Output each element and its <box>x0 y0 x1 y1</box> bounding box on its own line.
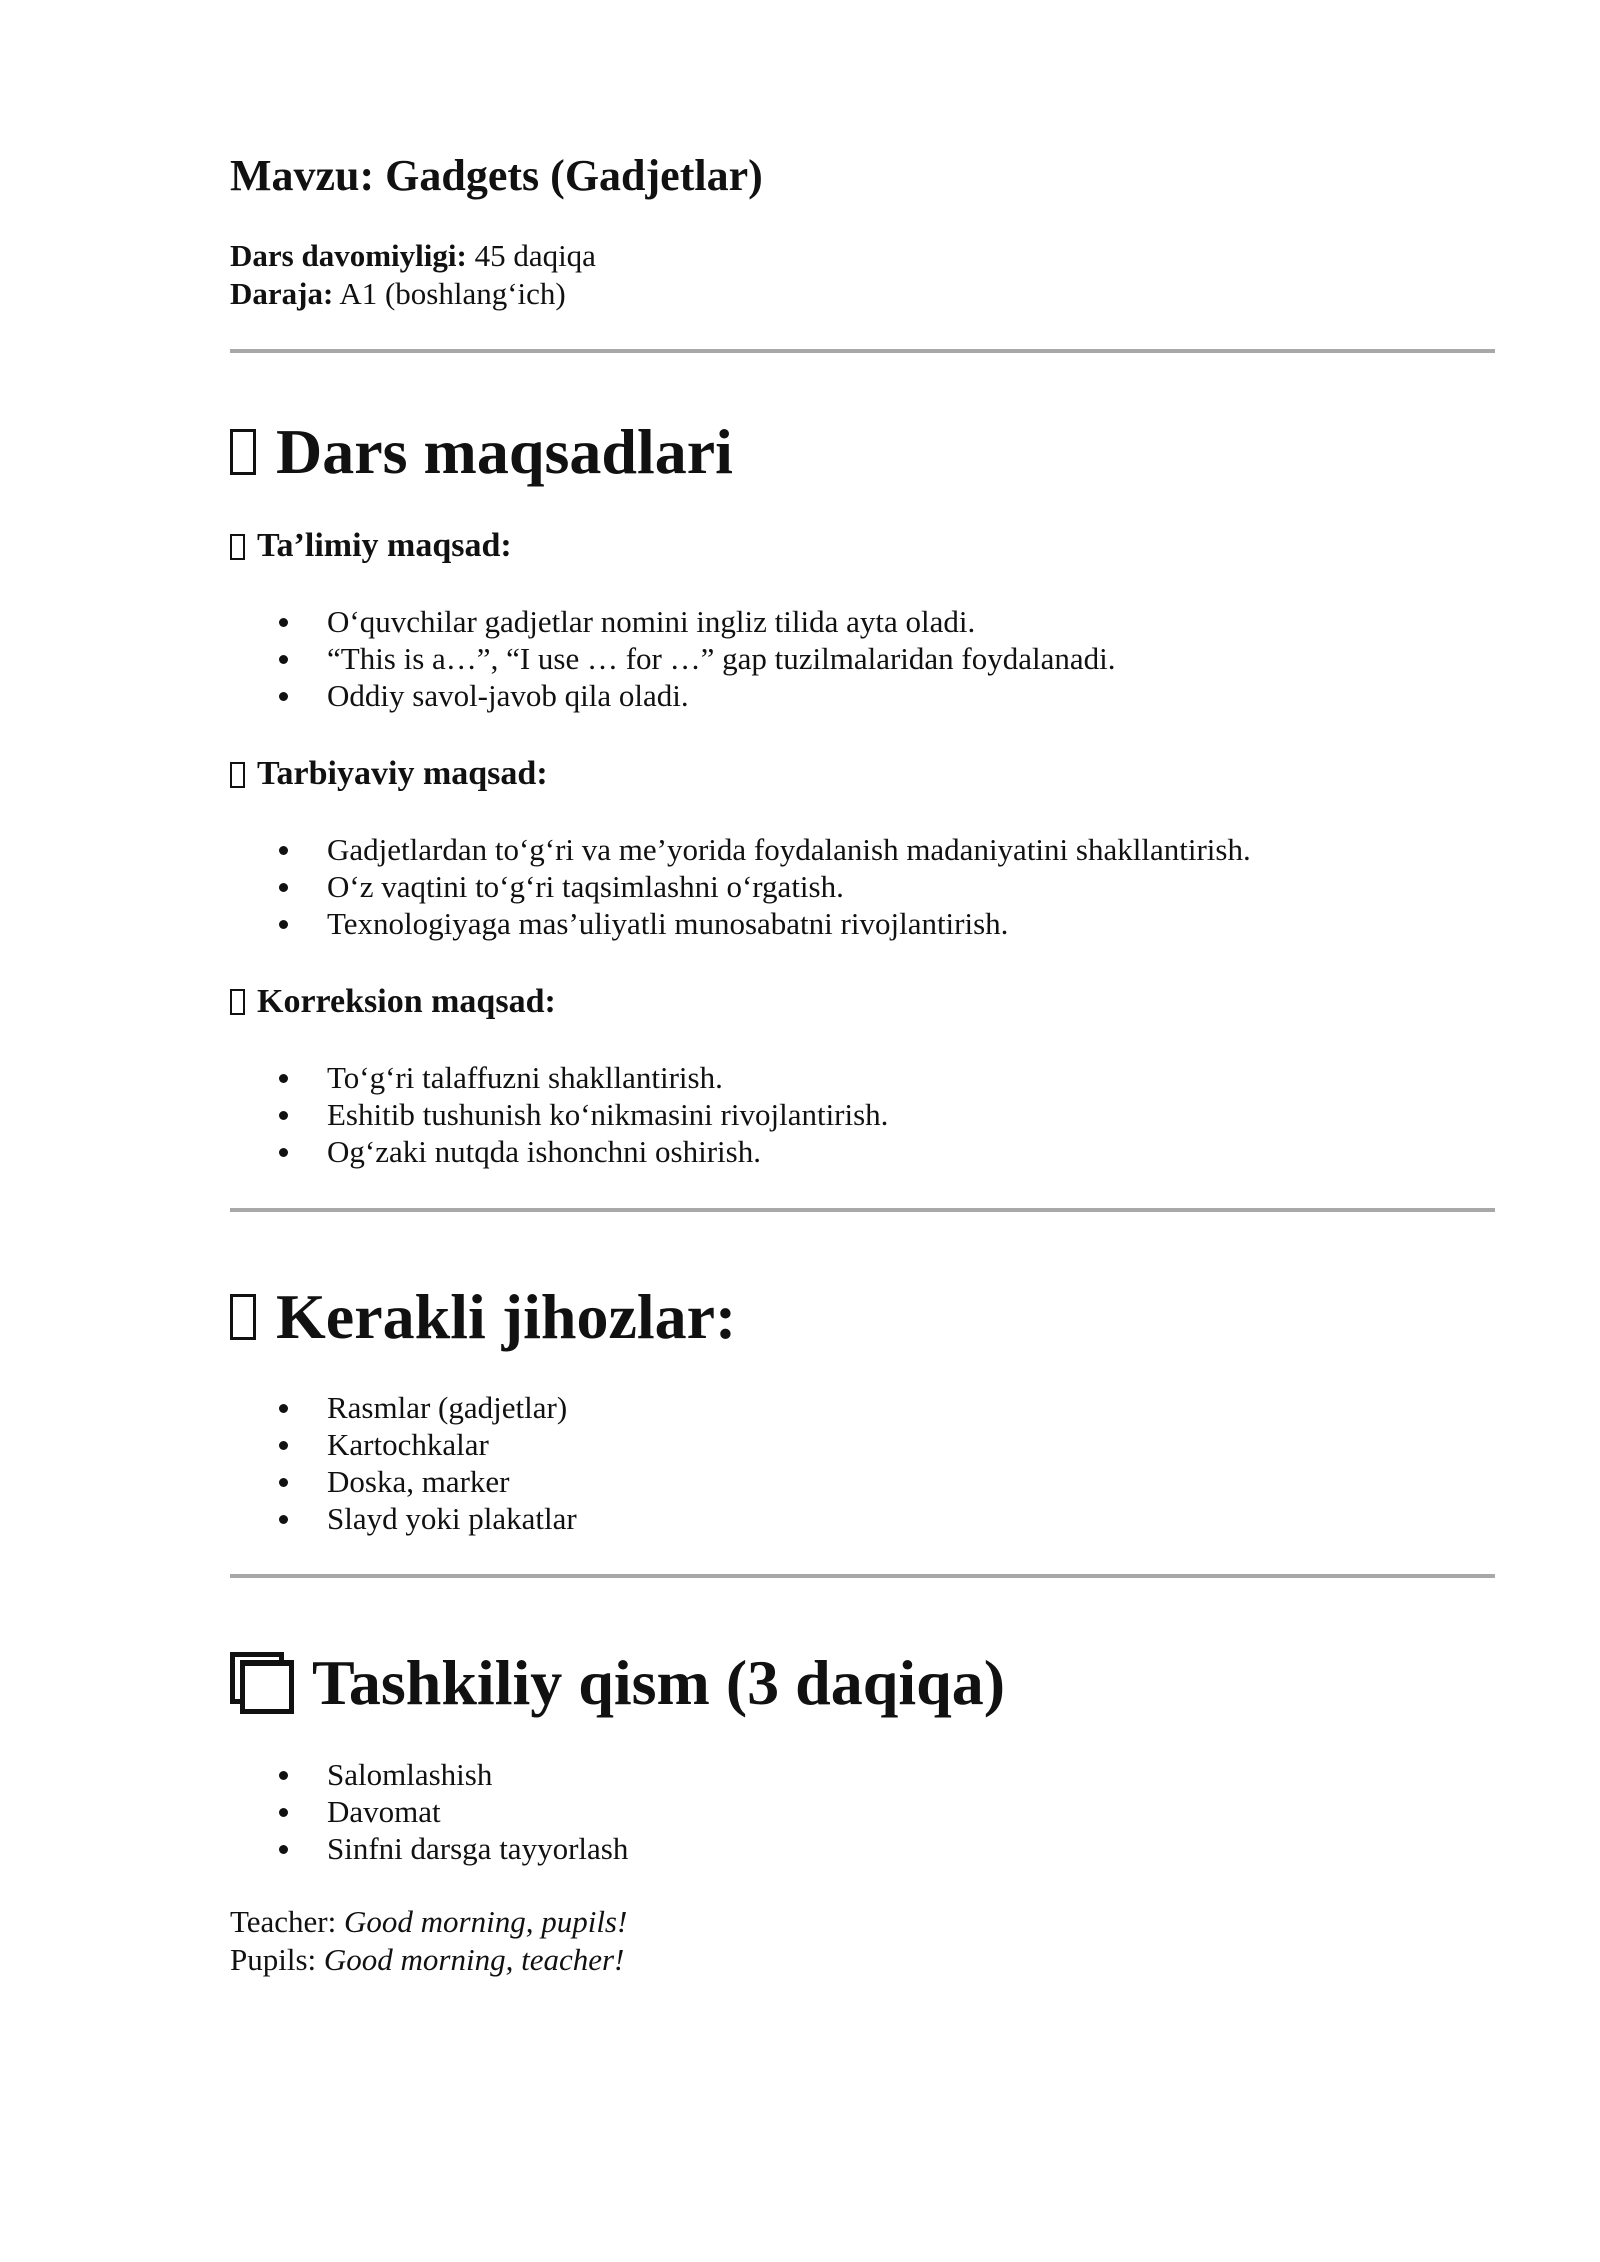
goals-heading <box>230 415 1495 489</box>
list-item: Texnologiyaga mas’uliyatli munosabatni rivojlantirish. <box>230 905 1495 942</box>
subsection-heading-educational <box>230 526 1495 567</box>
divider <box>230 1208 1495 1212</box>
duration-value: 45 daqiqa <box>466 237 596 273</box>
dialog-line-teacher <box>230 1903 1495 1941</box>
list-item: “This is a…”, “I use … for …” gap tuzilmalaridan foydalanadi. <box>230 640 1495 677</box>
subsection-title: Tarbiyaviy maqsad: <box>257 755 548 793</box>
list-item: Davomat <box>230 1793 1495 1830</box>
list-item: To‘g‘ri talaffuzni shakllantirish. <box>230 1059 1495 1096</box>
document-content <box>230 150 1495 1979</box>
upbringing-goals-list <box>230 831 1495 942</box>
duration-label: Dars davomiyligi: <box>230 237 467 273</box>
divider <box>230 349 1495 353</box>
box-icon <box>230 1294 256 1340</box>
list-item: Doska, marker <box>230 1463 1495 1500</box>
list-item: Eshitib tushunish ko‘nikmasini rivojlantirish. <box>230 1096 1495 1133</box>
list-item: Rasmlar (gadjetlar) <box>230 1389 1495 1426</box>
speaker-label: Teacher: <box>230 1903 344 1939</box>
box-icon <box>230 429 256 475</box>
organizational-heading <box>230 1646 1495 1720</box>
equipment-heading <box>230 1280 1495 1354</box>
speaker-label: Pupils: <box>230 1941 324 1977</box>
box-icon <box>230 534 245 560</box>
box-icon <box>230 762 245 788</box>
duration-line <box>230 237 1495 275</box>
level-label: Daraja: <box>230 275 334 311</box>
list-item: Slayd yoki plakatlar <box>230 1500 1495 1537</box>
subsection-heading-correctional <box>230 982 1495 1023</box>
dialog-line-pupils <box>230 1941 1495 1979</box>
divider <box>230 1574 1495 1578</box>
organizational-list <box>230 1756 1495 1867</box>
spoken-line: Good morning, teacher! <box>323 1941 625 1977</box>
level-line <box>230 275 1495 313</box>
educational-goals-list <box>230 603 1495 714</box>
subsection-heading-upbringing <box>230 754 1495 795</box>
list-item: Og‘zaki nutqda ishonchni oshirish. <box>230 1133 1495 1170</box>
equipment-heading-text: Kerakli jihozlar: <box>276 1280 737 1352</box>
spoken-line: Good morning, pupils! <box>344 1903 628 1939</box>
box-icon <box>230 989 245 1015</box>
copy-icon <box>230 1652 296 1714</box>
organizational-heading-text: Tashkiliy qism (3 daqiqa) <box>312 1647 1006 1719</box>
page-title: Mavzu: Gadgets (Gadjetlar) <box>230 151 763 200</box>
subsection-title: Ta’limiy maqsad: <box>257 527 512 565</box>
list-item: Gadjetlardan to‘g‘ri va me’yorida foydalanish madaniyatini shakllantirish. <box>230 831 1495 868</box>
correctional-goals-list <box>230 1059 1495 1170</box>
equipment-list <box>230 1389 1495 1537</box>
list-item: Salomlashish <box>230 1756 1495 1793</box>
level-value: A1 (boshlang‘ich) <box>333 275 566 311</box>
list-item: Kartochkalar <box>230 1426 1495 1463</box>
goals-heading-text: Dars maqsadlari <box>276 415 733 487</box>
list-item: Sinfni darsga tayyorlash <box>230 1830 1495 1867</box>
list-item: Oddiy savol-javob qila oladi. <box>230 677 1495 714</box>
lesson-meta <box>230 237 1495 313</box>
subsection-title: Korreksion maqsad: <box>257 982 556 1020</box>
list-item: O‘quvchilar gadjetlar nomini ingliz tilida ayta oladi. <box>230 603 1495 640</box>
list-item: O‘z vaqtini to‘g‘ri taqsimlashni o‘rgatish. <box>230 868 1495 905</box>
greeting-dialog <box>230 1903 1495 1979</box>
